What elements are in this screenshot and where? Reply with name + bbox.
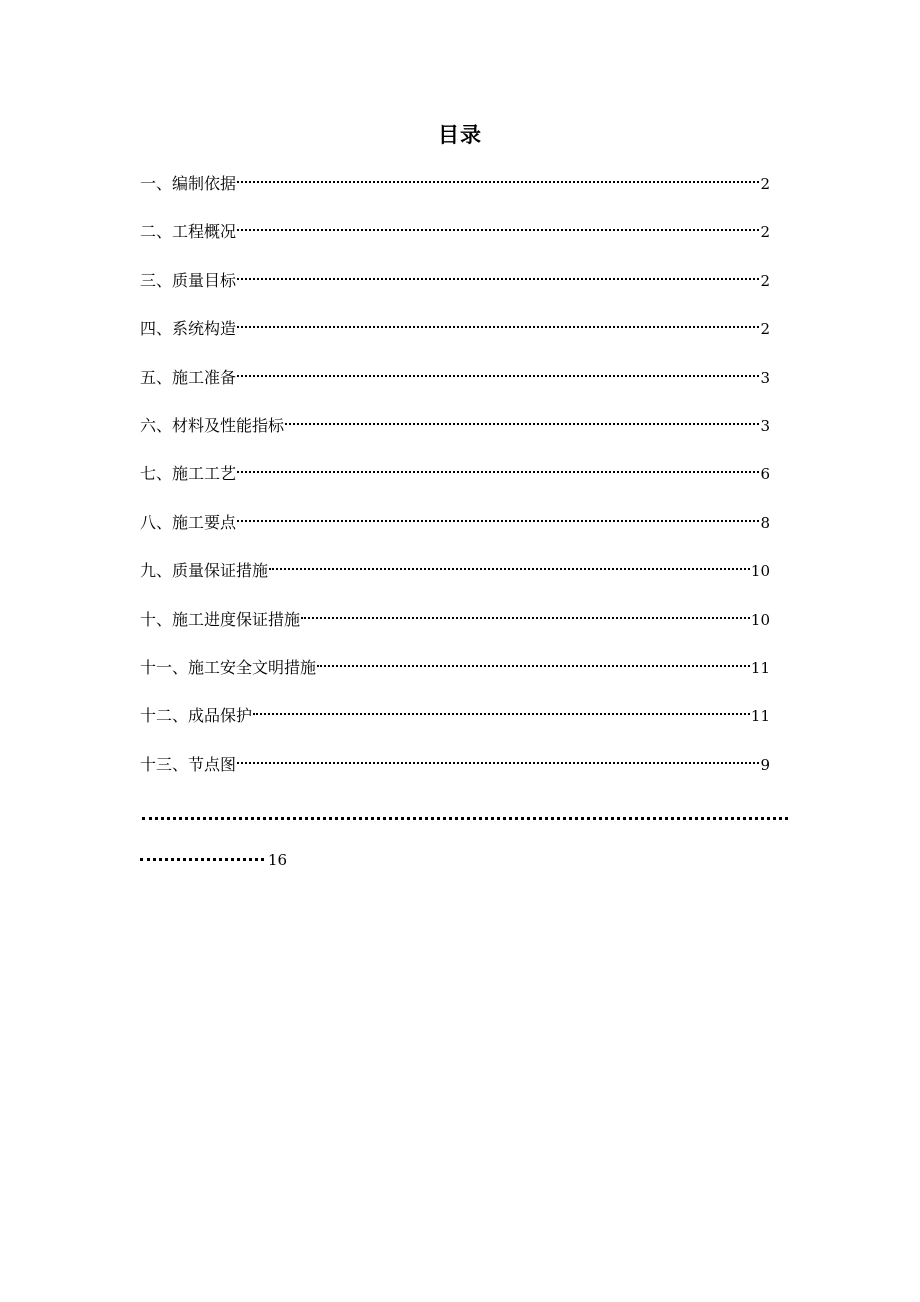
toc-entry-page: 2: [760, 271, 770, 290]
toc-entry[interactable]: [140, 654, 770, 702]
toc-overflow-leader: [140, 800, 790, 828]
toc-entry[interactable]: [140, 460, 770, 508]
toc-entry-label: 七、施工工艺: [140, 464, 237, 484]
toc-entry-label: 五、施工准备: [140, 367, 237, 387]
toc-dot-leader: [237, 375, 759, 377]
toc-entry-label: 二、工程概况: [140, 222, 237, 242]
toc-entry-label: 三、质量目标: [140, 270, 237, 290]
toc-entry[interactable]: [140, 702, 770, 750]
toc-entry-page: 3: [760, 368, 770, 387]
toc-overflow-entry[interactable]: [140, 846, 287, 874]
toc-dot-leader: [269, 568, 750, 570]
toc-entry[interactable]: [140, 315, 770, 363]
toc-entry[interactable]: [140, 606, 770, 654]
toc-entry-label: 十、施工进度保证措施: [140, 609, 301, 629]
toc-dot-leader: [237, 278, 759, 280]
toc-entry[interactable]: [140, 364, 770, 412]
toc-entry-label: 十一、施工安全文明措施: [140, 657, 317, 677]
toc-overflow-page: 16: [268, 851, 288, 869]
toc-dot-leader: [237, 326, 759, 328]
toc-entry[interactable]: [140, 509, 770, 557]
toc-entry[interactable]: [140, 751, 770, 799]
toc-entry[interactable]: [140, 170, 770, 218]
toc-entry-label: 八、施工要点: [140, 512, 237, 532]
toc-entry-page: 6: [760, 465, 770, 484]
toc-title: 目录: [438, 123, 482, 147]
toc-dot-leader: [237, 181, 759, 183]
toc-dot-leader: [237, 762, 759, 764]
toc-list: [140, 170, 770, 799]
toc-entry-page: 9: [760, 755, 770, 774]
toc-entry[interactable]: [140, 557, 770, 605]
toc-dot-leader: [140, 858, 264, 861]
toc-entry-label: 四、系统构造: [140, 319, 237, 339]
toc-entry-page: 11: [750, 707, 770, 726]
toc-entry-page: 2: [760, 175, 770, 193]
toc-entry-label: 九、质量保证措施: [140, 561, 269, 581]
toc-dot-leader: [317, 665, 750, 667]
toc-dot-leader: [237, 471, 759, 473]
toc-entry-page: 10: [750, 562, 770, 581]
toc-entry-page: 8: [760, 513, 770, 532]
toc-entry[interactable]: [140, 218, 770, 266]
toc-entry[interactable]: [140, 267, 770, 315]
toc-entry[interactable]: [140, 412, 770, 460]
toc-dot-leader: [237, 229, 759, 231]
toc-entry-page: 2: [760, 320, 770, 339]
toc-entry-page: 11: [750, 658, 770, 677]
toc-entry-page: 10: [750, 610, 770, 629]
toc-entry-label: 六、材料及性能指标: [140, 415, 285, 435]
toc-entry-page: 3: [760, 416, 770, 435]
toc-dot-leader: [237, 520, 759, 522]
toc-dot-leader: [301, 617, 750, 619]
toc-entry-label: 十三、节点图: [140, 754, 237, 774]
toc-entry-label: 一、编制依据: [140, 174, 237, 193]
toc-dot-leader: [253, 713, 750, 715]
toc-entry-page: 2: [760, 223, 770, 242]
toc-dot-leader: [285, 423, 759, 425]
toc-dot-leader: [142, 817, 788, 820]
toc-entry-label: 十二、成品保护: [140, 706, 253, 726]
